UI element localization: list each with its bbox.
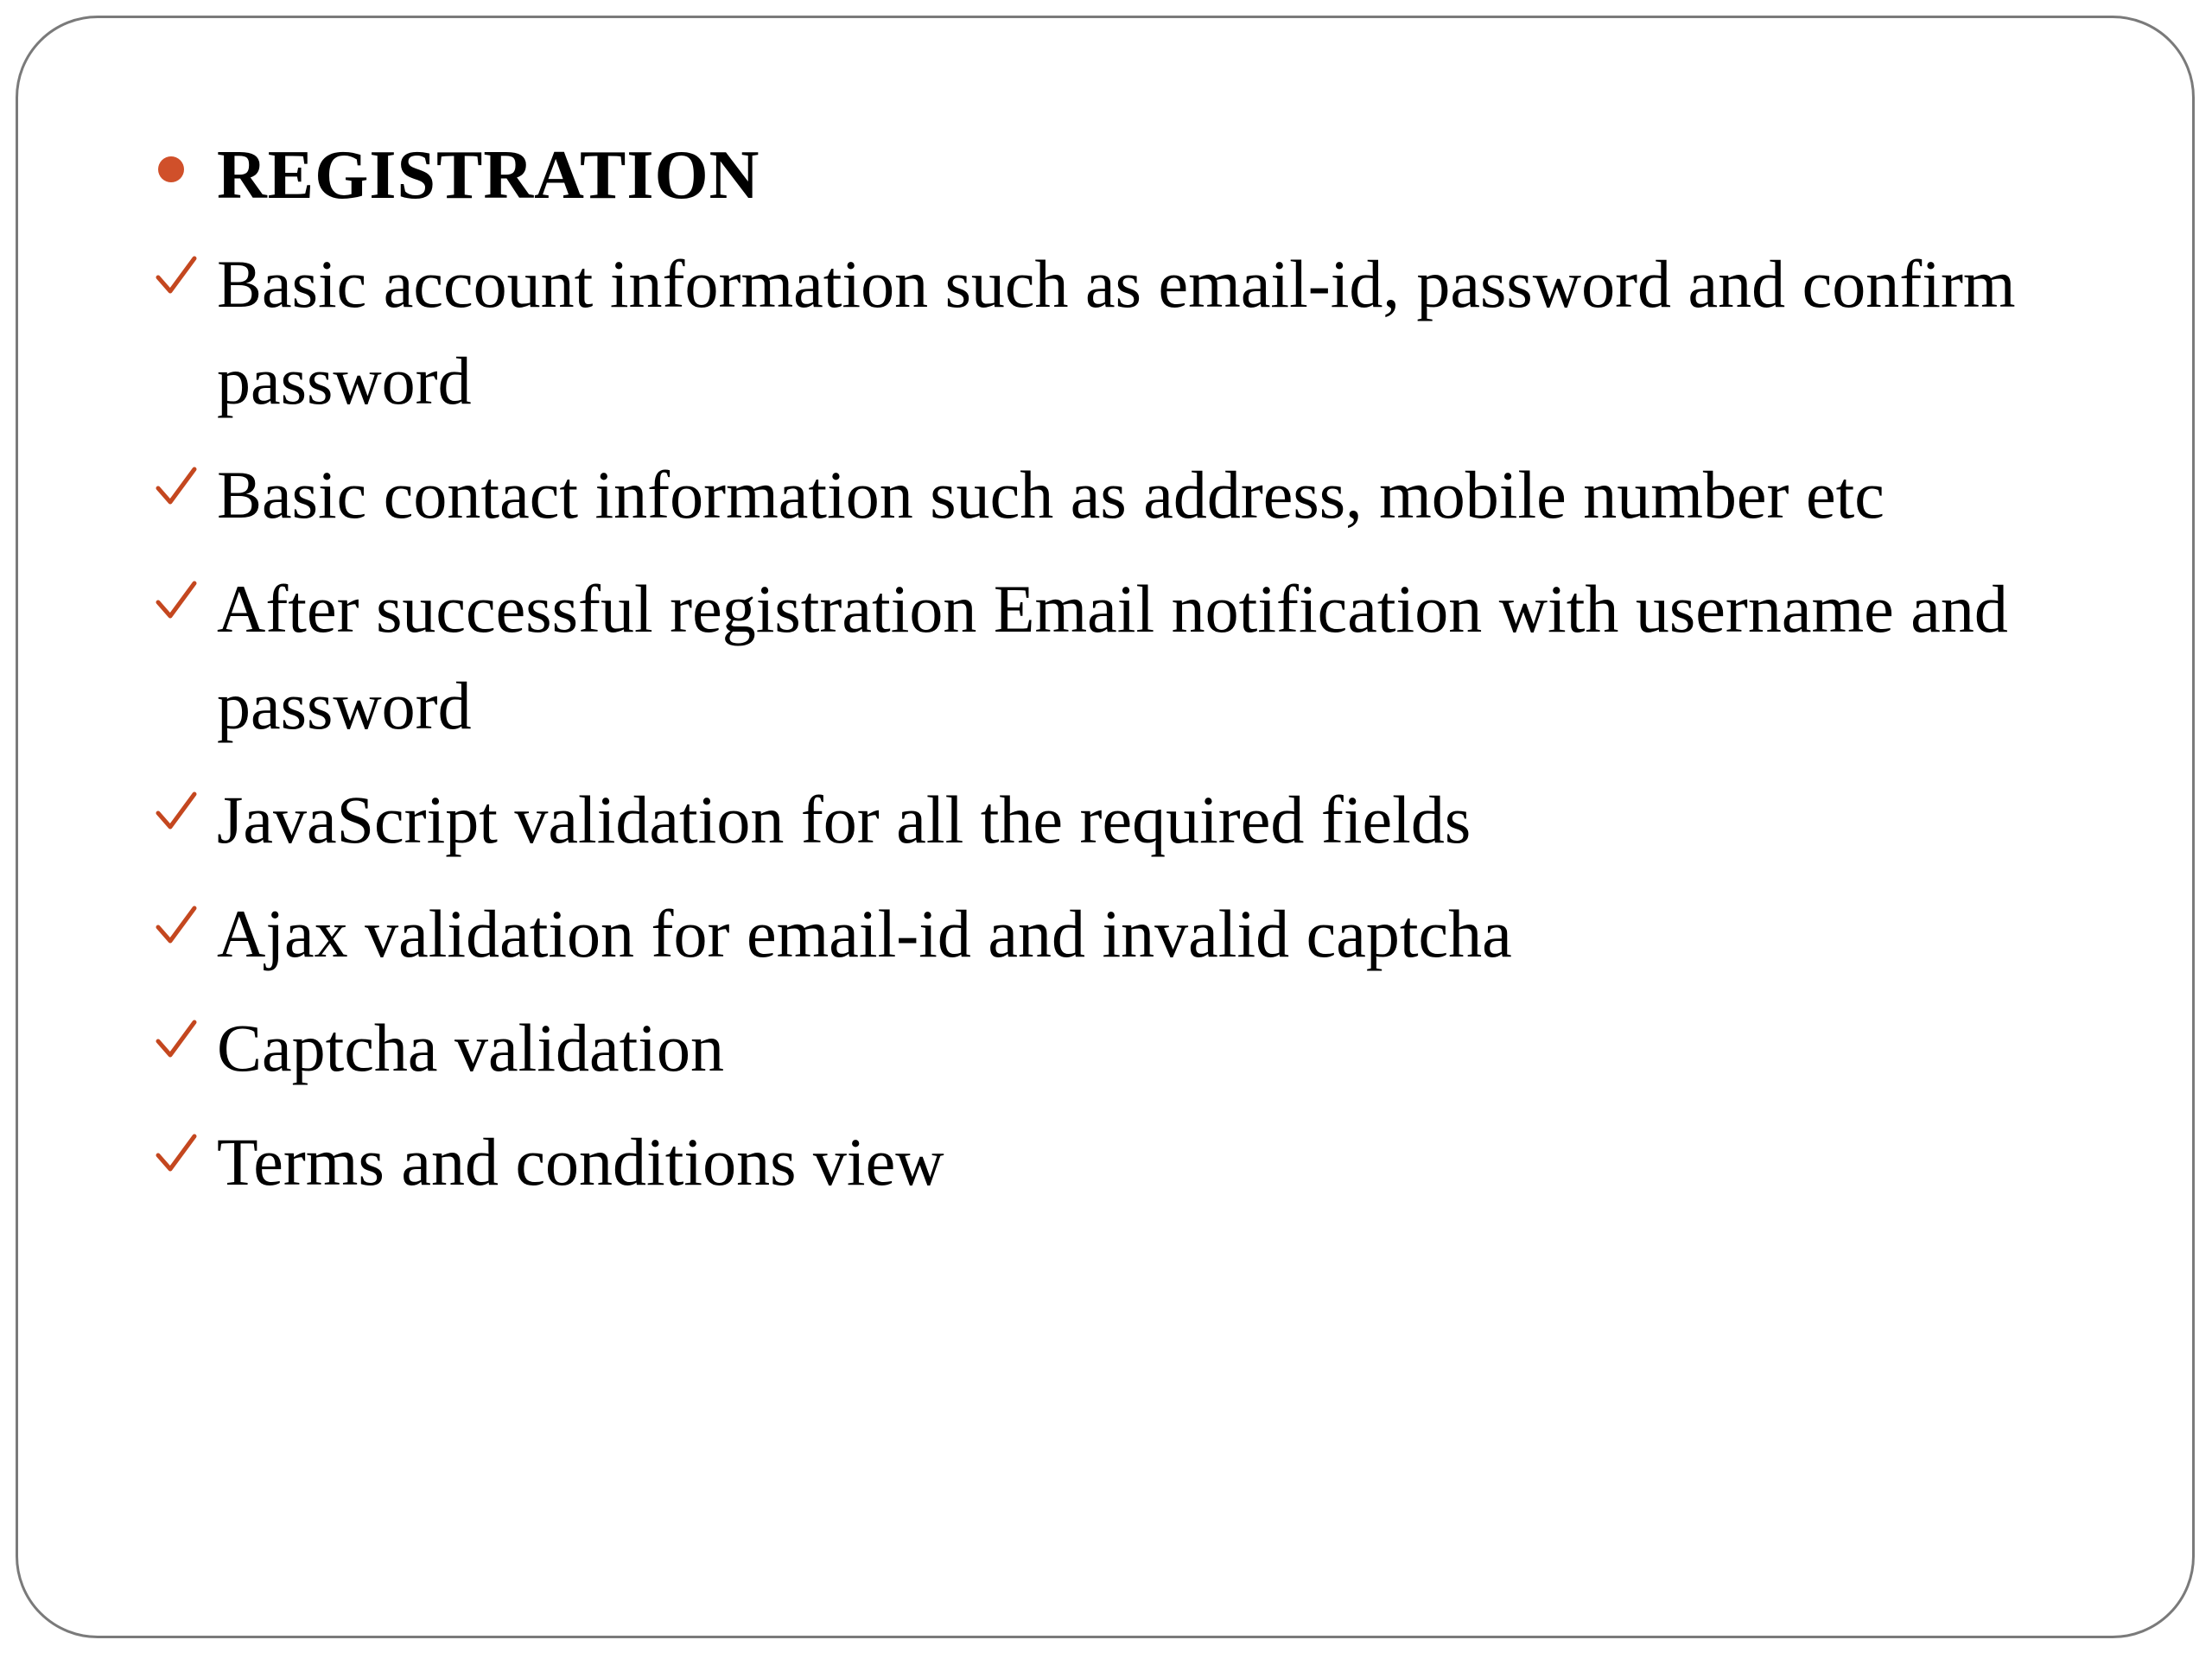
check-icon [153,901,200,948]
checklist-item [153,447,2088,543]
check-icon [153,1129,200,1176]
checklist-item [153,236,2088,429]
check-icon [153,251,200,298]
checklist-item-text: Terms and conditions view [217,1124,944,1199]
checklist-item [153,772,2088,868]
check-icon [153,787,200,834]
slide-frame [16,16,2195,1638]
checklist-item [153,1000,2088,1096]
check-icon [153,1015,200,1062]
checklist-item-text: Basic contact information such as address, mobile number etc [217,457,1885,532]
checklist [153,236,2088,1228]
check-icon [153,462,200,509]
checklist-item [153,561,2088,754]
checklist-item [153,886,2088,982]
checklist-item-text: After successful registration Email notification with username and password [217,571,2008,743]
slide-heading: REGISTRATION [217,137,760,213]
checklist-item-text: JavaScript validation for all the required fields [217,782,1471,857]
check-icon [153,576,200,623]
bullet-dot-icon [158,156,184,182]
slide-content [153,120,2088,1199]
heading-row [153,120,2088,217]
checklist-item-text: Basic account information such as email-id, password and confirm password [217,246,2016,418]
checklist-item [153,1114,2088,1211]
checklist-item-text: Captcha validation [217,1010,724,1085]
checklist-item-text: Ajax validation for email-id and invalid captcha [217,896,1512,971]
